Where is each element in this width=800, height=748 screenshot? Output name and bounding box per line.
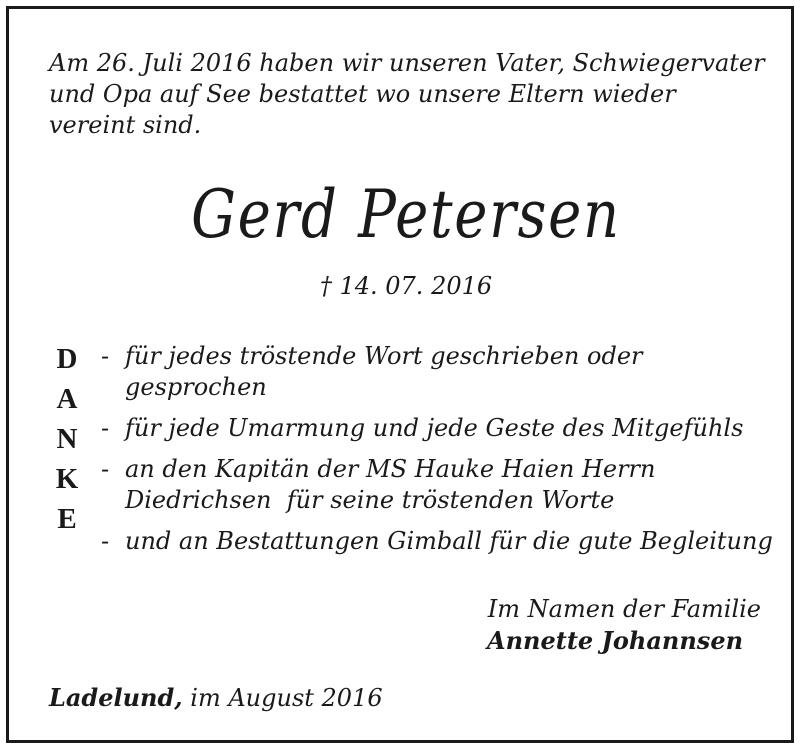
notice-frame: [6, 6, 794, 743]
thanks-item: [101, 341, 781, 403]
death-date: † 14. 07. 2016: [319, 272, 493, 300]
signer-name: Annette Johannsen: [486, 626, 744, 655]
danke-letter: D: [56, 343, 78, 375]
thanks-dash: -: [101, 342, 110, 370]
thanks-text: an den Kapitän der MS Hauke Haien Herrn Diedrichsen für seine tröstenden Worte: [125, 455, 664, 514]
thanks-item: [101, 413, 781, 444]
thanks-list: [101, 341, 781, 567]
closing-line: Im Namen der Familie: [487, 595, 761, 623]
thanks-item: [101, 454, 781, 516]
danke-letter: A: [56, 383, 78, 415]
thanks-text: für jede Umarmung und jede Geste des Mitgefühls: [125, 414, 744, 442]
danke-letter: K: [55, 463, 79, 495]
thanks-text: und an Bestattungen Gimball für die gute Begleitung: [125, 527, 773, 555]
thanks-dash: -: [101, 414, 110, 442]
closing-block: [429, 593, 761, 657]
place-name: Ladelund,: [49, 683, 183, 712]
deceased-name: Gerd Petersen: [191, 176, 621, 253]
thanks-text: für jedes tröstende Wort geschrieben oder gesprochen: [125, 342, 643, 401]
danke-letter: N: [56, 423, 78, 455]
notice-date: im August 2016: [182, 684, 383, 712]
place-and-date: [49, 683, 383, 713]
intro-text: Am 26. Juli 2016 haben wir unseren Vater, Schwiegervater und Opa auf See bestattet wo unsere Eltern wieder vereint sind.: [49, 49, 765, 139]
thanks-item: [101, 526, 781, 557]
thanks-dash: -: [101, 455, 110, 483]
danke-letter: E: [57, 503, 77, 535]
danke-vertical-word: [49, 339, 85, 539]
thanks-dash: -: [101, 527, 110, 555]
